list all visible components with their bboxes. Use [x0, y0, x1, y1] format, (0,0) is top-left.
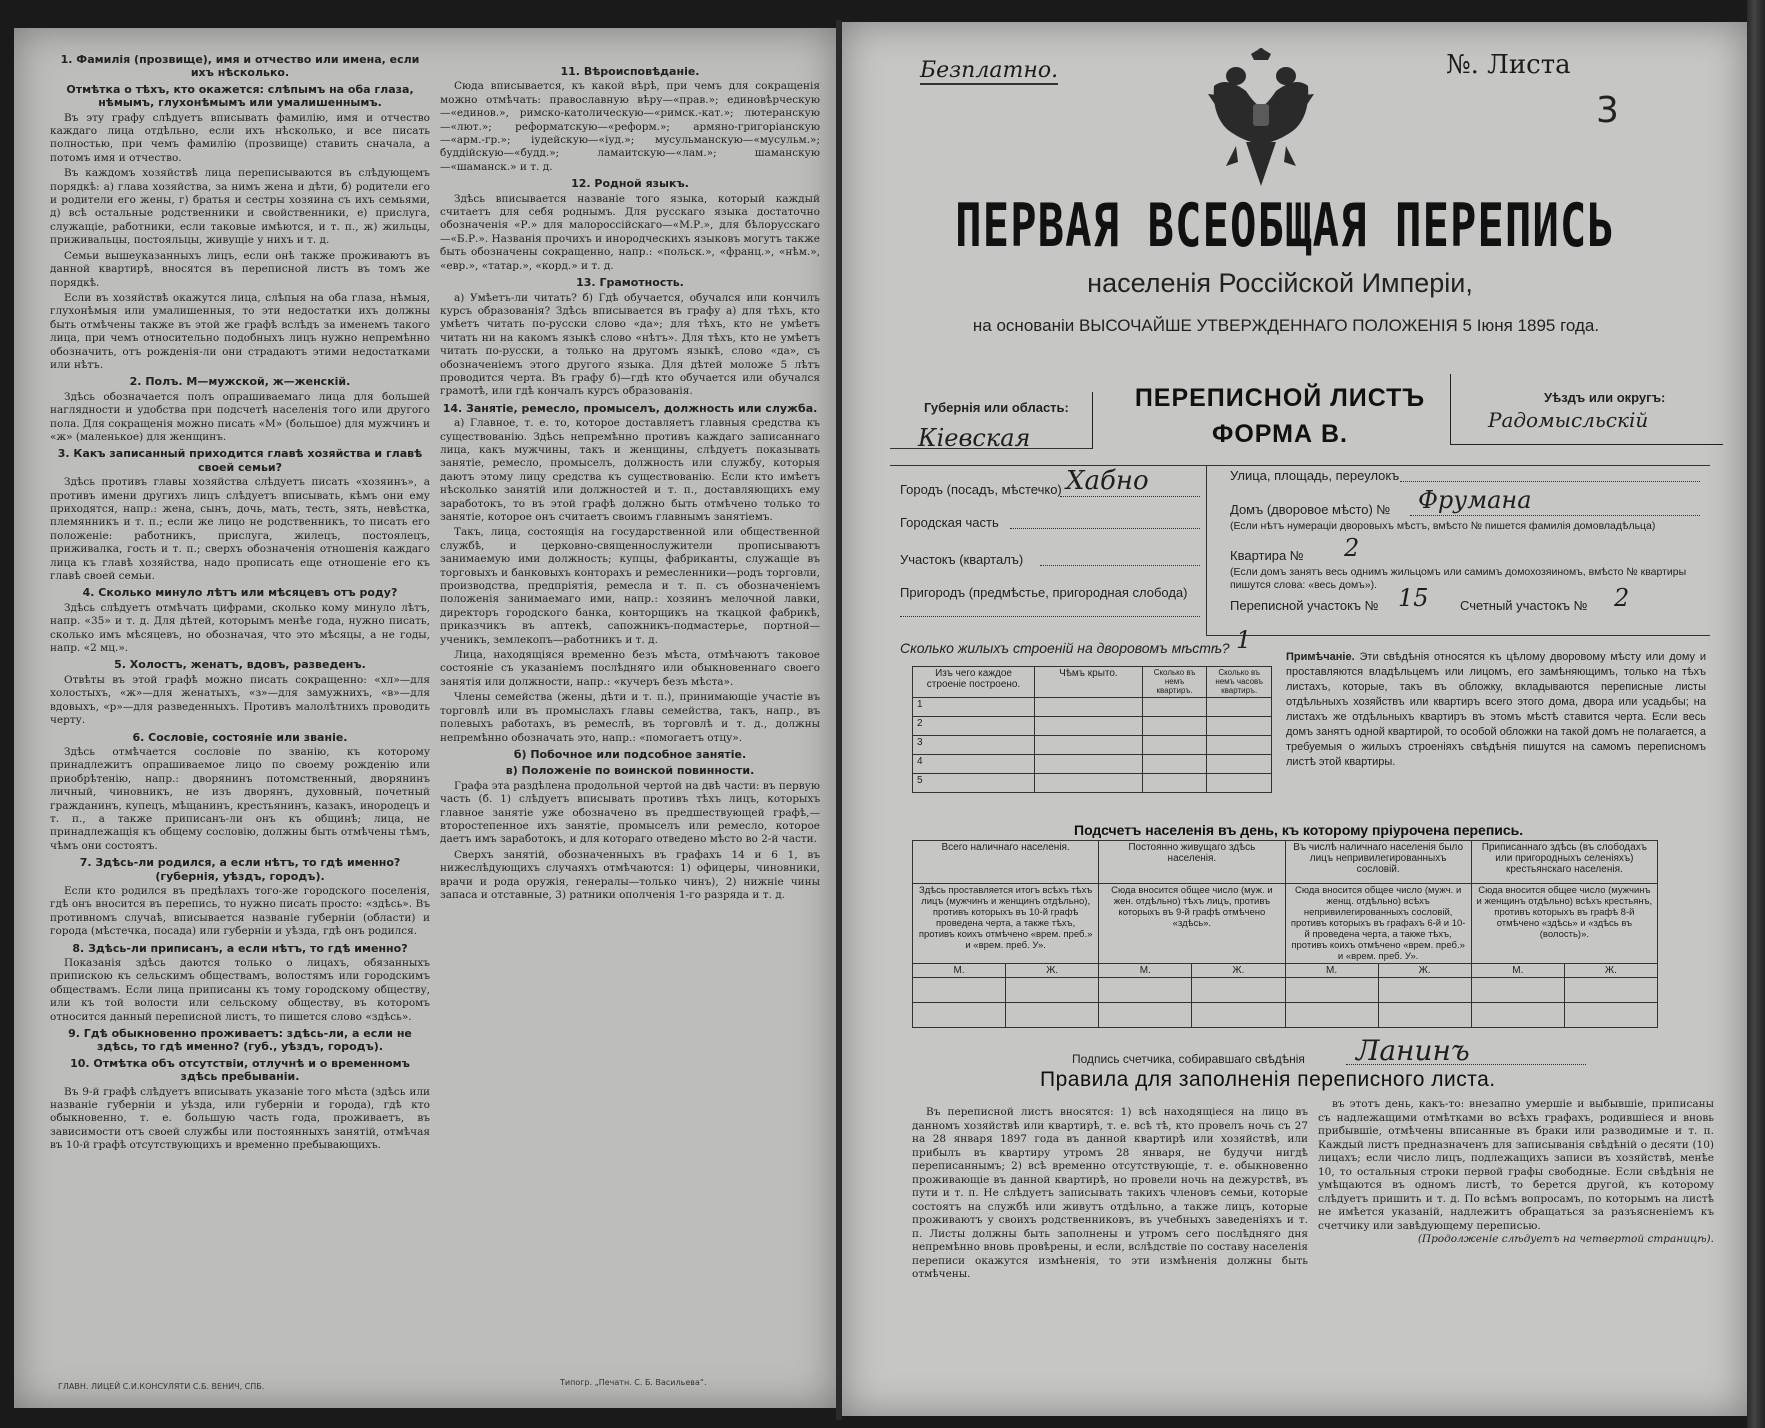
- count-male-header: М.: [913, 964, 1006, 978]
- uezd-value: Радомысльскій: [1488, 408, 1649, 432]
- left-col1-paragraph: Семьи вышеуказанныхъ лицъ, если онѣ также проживаютъ въ данной квартирѣ, вносятся въ переписной листъ въ томъ же порядкѣ.: [50, 249, 430, 289]
- signature-value: Ланинъ: [1356, 1034, 1470, 1067]
- count-value-cell: [913, 1003, 1006, 1028]
- buildings-cell: [1207, 755, 1272, 774]
- count-header: Постоянно живущаго здѣсь населенія.: [1099, 841, 1285, 884]
- left-col2-paragraph: Члены семейства (жены, дѣти и т. п.), принимающіе участіе въ торговлѣ или въ промыслахъ главы семейства, такъ, напр., въ полевыхъ работахъ, въ ремеслѣ, въ торговлѣ и т. д., должны непремѣнно обозначать это, напр.: «помогаетъ отцу».: [440, 691, 820, 744]
- buildings-header-material: Изъ чего каждое строеніе построено.: [913, 667, 1035, 698]
- count-header: Приписаннаго здѣсь (въ слободахъ или пригородныхъ селеніяхъ) крестьянскаго населенія.: [1471, 841, 1657, 884]
- uezd-label: Уѣздъ или округъ:: [1544, 390, 1666, 405]
- buildings-cell: [1142, 698, 1207, 717]
- buildings-value: 1: [1236, 626, 1252, 654]
- count-value-row: [913, 978, 1658, 1003]
- house-underline: [1410, 515, 1700, 516]
- count-value-cell: [1099, 1003, 1192, 1028]
- counting-area-value: 2: [1614, 584, 1630, 612]
- count-value-cell: [1471, 978, 1564, 1003]
- buildings-cell: [1142, 774, 1207, 793]
- buildings-cell: [1142, 755, 1207, 774]
- buildings-row: [913, 774, 1272, 793]
- count-description: Сюда вносится общее число (муж. и жен. отдѣльно) тѣхъ лицъ, противъ которыхъ въ 9-й графѣ отмѣчено «здѣсь».: [1099, 884, 1285, 964]
- city-district-label: Городская часть: [900, 515, 999, 530]
- street-label: Улица, площадь, переулокъ: [1230, 468, 1400, 483]
- left-col2-heading: 14. Занятіе, ремесло, промыселъ, должность или служба.: [442, 401, 818, 415]
- count-value-cell: [1192, 978, 1285, 1003]
- left-col2-paragraph: а) Главное, т. е. то, которое доставляетъ главныя средства къ существованію. Здѣсь непремѣнно противъ каждаго записаннаго лица, какъ мужчины, такъ и женщины, слѣдуетъ показывать занятіе, ремесло, промыселъ, должность или службу, которыя даютъ этому лицу средства къ существованію. Если кто имѣетъ нѣсколько занятій или должностей и т. п., доставляющихъ ему заработокъ, то въ этой графѣ должно быть отмѣчено только то занятіе, которое онъ считаетъ своимъ главнымъ занятіемъ.: [440, 417, 820, 523]
- binder-edge: [1747, 0, 1765, 1428]
- counting-area-label: Счетный участокъ №: [1460, 598, 1588, 613]
- left-col1-heading: 5. Холостъ, женатъ, вдовъ, разведенъ.: [114, 658, 366, 672]
- suburb-label: Пригородъ (предмѣстье, пригородная слобода): [900, 585, 1188, 600]
- legal-basis: на основаніи ВЫСОЧАЙШЕ УТВЕРЖДЕННАГО ПОЛОЖЕНІЯ 5 Іюня 1895 года.: [972, 316, 1600, 335]
- left-col1-heading: 8. Здѣсь-ли приписанъ, а если нѣтъ, то гдѣ именно?: [72, 941, 408, 955]
- count-value-row: [913, 1003, 1658, 1028]
- census-area-label: Переписной участокъ №: [1230, 598, 1379, 613]
- form-title-line-2: ФОРМА В.: [1212, 420, 1348, 448]
- apartment-label: Квартира №: [1230, 548, 1304, 563]
- rules-right-column: [1318, 1098, 1714, 1390]
- count-value-cell: [1099, 978, 1192, 1003]
- town-value: Хабно: [1066, 466, 1149, 496]
- free-of-charge-label: Безплатно.: [920, 58, 1059, 83]
- buildings-row: [913, 736, 1272, 755]
- count-description: Сюда вносится общее число (мужч. и женщ. отдѣльно) всѣхъ непривилегированныхъ сословій, противъ которыхъ въ графахъ 6-й и 10-й проведена черта, а также тѣхъ, противъ коихъ отмѣчено «врем. преб.» и «врем. преб. У».: [1285, 884, 1471, 964]
- signature-underline: [1346, 1064, 1586, 1065]
- rules-right-text: въ этотъ день, какъ-то: внезапно умершіе и выбывшіе, приписаны съ надлежащими отмѣтками во всѣхъ графахъ, родившіеся и вновь прибывшіе, отмѣчены вписанные въ браки или разводимые и т. п. Каждый листъ предназначенъ для записыванія свѣдѣній о десяти (10) лицахъ; если число лицъ, подлежащихъ записи въ хозяйствѣ, менѣе 10, то остальныя строки первой графы свободные. Если свѣдѣнія не умѣщаются въ одномъ листѣ, то берется другой, къ которому слѣдуетъ пришить и т. д. По всѣмъ вопросамъ, по которымъ на листѣ не имѣется указаній, надлежитъ обращаться за разъясненіемъ къ счетчику или завѣдующему переписью.: [1318, 1098, 1714, 1232]
- left-col2-paragraph: Сверхъ занятій, обозначенныхъ въ графахъ 14 и 6 1, въ нижеслѣдующихъ случаяхъ отмѣчаются: 1) офицеры, чиновники, врачи и рода оружія, генералы—только чинъ), 2) нижніе чины запаса и отставные, 3) ратники ополченія 1-го разряда и т. д.: [440, 848, 820, 901]
- count-female-header: Ж.: [1564, 964, 1657, 978]
- left-col1-paragraph: Въ 9-й графѣ слѣдуетъ вписывать указаніе того мѣста (здѣсь или названіе губерніи и уѣзда, или губерніи и города), гдѣ кто обыкновенно, т. е. большую часть года, проживаетъ, въ зависимости отъ своей службы или постоянныхъ занятій, отмѣчая въ 10-й графѣ отсутствующихъ и временно пребывающихъ.: [50, 1085, 430, 1152]
- left-col2-heading: 12. Родной языкъ.: [571, 177, 689, 191]
- left-col2-paragraph: Лица, находящіяся временно безъ мѣста, отмѣчаютъ таковое состояніе съ указаніемъ послѣдняго или обыкновеннаго своего занятія или должности, напр.: «кучеръ безъ мѣста».: [440, 649, 820, 688]
- address-bottom-rule: [1206, 635, 1710, 636]
- precinct-underline: [1040, 565, 1200, 566]
- left-col1-heading: 10. Отмѣтка объ отсутствіи, отлучнѣ и о временномъ здѣсь пребываніи.: [70, 1056, 410, 1084]
- left-column-2: [440, 62, 820, 1382]
- left-col1-paragraph: Показанія здѣсь даются только о лицахъ, обязанныхъ припискою къ сельскимъ обществамъ, волостямъ или городскимъ обществамъ. Если лица приписаны къ тому городскому обществу, или къ той волости или сельскому обществу, въ которомъ относится данный переписной листъ, то пишется слово «здѣсь».: [50, 957, 430, 1023]
- buildings-note: [1286, 650, 1706, 770]
- left-col2-heading: 11. Вѣроисповѣданіе.: [560, 65, 700, 78]
- count-value-cell: [913, 978, 1006, 1003]
- census-area-value: 15: [1398, 584, 1429, 612]
- buildings-header-apartments: Сколько въ немъ квартиръ.: [1142, 667, 1207, 698]
- buildings-row-number: 4: [913, 755, 1035, 774]
- left-col2-paragraph: Сюда вписывается, къ какой вѣрѣ, при чемъ для сокращенія можно отмѣчать: православную вѣру—«прав.»; единовѣрческую—«единов.», римско-католическую—«римск.-кат.»; лютеранскую—«лют.»; реформатскую—«реформ.»; армяно-григоріанскую—«арм.-гр.»; іудейскую—«іуд.»; мусульманскую—«мусульм.»; буддійскую—«будд.»; ламаитскую—«лам.»; шаманскую—«шаманск.» и т. д.: [440, 80, 820, 173]
- census-subtitle: населенія Россійской Имперіи,: [1087, 268, 1473, 298]
- left-col1-heading: 4. Сколько минуло лѣтъ или мѣсяцевъ отъ роду?: [82, 586, 398, 600]
- count-description-row: [913, 884, 1658, 964]
- buildings-cell: [1207, 698, 1272, 717]
- count-value-cell: [1285, 1003, 1378, 1028]
- count-value-cell: [1006, 1003, 1099, 1028]
- buildings-cell: [1142, 717, 1207, 736]
- left-col1-paragraph: Въ каждомъ хозяйствѣ лица переписываются въ слѣдующемъ порядкѣ: а) глава хозяйства, за нимъ жена и дѣти, б) родители его и родители его жены, г) братья и сестры хозяина съ ихъ семьями, д) всѣ остальные родственники и свойственники, е) прислуга, служащіе, работники, если таковые имѣются, и т. п., ж) жильцы, приживальцы, постояльцы, живущіе у нихъ и т. д.: [50, 167, 430, 247]
- left-col1-paragraph: Здѣсь противъ главы хозяйства слѣдуетъ писать «хозяинъ», а противъ имени другихъ лицъ слѣдуетъ вписывать, кѣмъ они ему приходятся, напр.: жена, сынъ, дочь, мать, тесть, зять, невѣстка, племянникъ и т. п.; если же лицо не родственникъ, то писать его положеніе: работникъ, прислуга, жилецъ, постоялецъ, приживалка, гость и т. п.; сверхъ обозначенія отношенія каждаго лица къ главѣ хозяйства, надо прописать еще отношеніе его къ главѣ своей семьи.: [50, 476, 430, 583]
- town-underline: [1060, 496, 1200, 497]
- printer-imprint-left: ГЛАВН. ЛИЦЕЙ С.И.КОНСУЛЯТИ С.Б. ВЕНИЧ, СПБ.: [58, 1382, 265, 1391]
- buildings-row: [913, 717, 1272, 736]
- buildings-cell: [1035, 774, 1143, 793]
- left-col1-heading: 7. Здѣсь-ли родился, а если нѣтъ, то гдѣ именно? (губернія, уѣздъ, городъ).: [79, 856, 401, 883]
- left-col1-paragraph: Здѣсь обозначается полъ опрашиваемаго лица для большей наглядности и удобства при подсчетѣ населенія того или другого пола. Для сокращенія можно писать «М» (большое) для мужчинъ и «ж» (маленькое) для женщинъ.: [50, 390, 430, 443]
- left-col1-paragraph: Въ эту графу слѣдуетъ вписывать фамилію, имя и отчество каждаго лица отдѣльно, если ихъ нѣсколько, и все писать полностью, при чемъ фамилію (прозвище) ставить сначала, а потомъ имя и отчество.: [50, 111, 430, 164]
- count-male-header: М.: [1285, 964, 1378, 978]
- sheet-number: [1446, 50, 1619, 131]
- left-col1-heading: 2. Полъ. М—мужской, ж—женскій.: [129, 375, 351, 389]
- suburb-underline: [900, 616, 1200, 617]
- buildings-cell: [1142, 736, 1207, 755]
- rules-continuation: (Продолженіе слѣдуетъ на четвертой страницѣ).: [1417, 1233, 1714, 1245]
- buildings-row: [913, 698, 1272, 717]
- buildings-question: Сколько жилыхъ строеній на дворовомъ мѣстѣ?: [900, 640, 1230, 656]
- form-title: [1110, 380, 1450, 452]
- buildings-header-row: [913, 667, 1272, 698]
- guberniya-label: Губернія или область:: [924, 400, 1069, 415]
- left-col1-paragraph: Отвѣты въ этой графѣ можно писать сокращенно: «хл»—для холостыхъ, «ж»—для женатыхъ, «з»—для замужнихъ, «в»—для вдовыхъ, «р»—для разведенныхъ. Противъ малолѣтнихъ проводить черту.: [50, 673, 430, 727]
- left-col1-heading: 1. Фамилія (прозвище), имя и отчество или имена, если ихъ нѣсколько.: [60, 53, 420, 80]
- buildings-cell: [1035, 736, 1143, 755]
- address-divider: [1206, 465, 1207, 635]
- left-col2-paragraph: Графа эта раздѣлена продольной чертой на двѣ части: въ первую часть (б. 1) слѣдуетъ вписывать противъ тѣхъ лицъ, которыхъ главное занятіе уже обозначено въ предшествующей графѣ,—второстепенное ихъ занятіе, промыселъ или ремесло, которое даетъ имъ заработокъ, и для котораго отведено мѣсто во 2-й части.: [440, 779, 820, 846]
- left-col2-paragraph: а) Умѣетъ-ли читать? б) Гдѣ обучается, обучался или кончилъ курсъ образованія? Здѣсь вписывается въ графу а) для тѣхъ, кто умѣетъ читать по-русски слово «да»; для тѣхъ, кто не умѣетъ читать ни на какомъ языкѣ слово «нѣтъ». Для тѣхъ, кто не умѣетъ читать по-русски, а только на другомъ языкѣ, слово «да», съ обозначеніемъ этого другого языка. Для дѣтей моложе 5 лѣтъ проводится черта. Въ графу б)—гдѣ кто обучается или обучался грамотѣ, или гдѣ кончалъ курсъ образованія.: [440, 291, 820, 398]
- left-col1-heading: 3. Какъ записанный приходится главѣ хозяйства и главѣ своей семьи?: [57, 447, 423, 474]
- buildings-cell: [1207, 717, 1272, 736]
- rules-left-column: [912, 1106, 1308, 1390]
- count-description: Здѣсь проставляется итогъ всѣхъ тѣхъ лицъ (мужчинъ и женщинъ отдѣльно), противъ которыхъ въ 10-й графѣ проведена черта, а также тѣхъ, противъ коихъ отмѣчено «врем. преб.» и «врем. преб. У».: [913, 884, 1099, 964]
- count-value-cell: [1285, 978, 1378, 1003]
- count-header-row: [913, 841, 1658, 884]
- count-value-cell: [1006, 978, 1099, 1003]
- census-title: ПЕРВАЯ ВСЕОБЩАЯ ПЕРЕПИСЬ: [955, 192, 1615, 261]
- signature-label: Подпись счетчика, собиравшаго свѣдѣнія: [1072, 1052, 1305, 1066]
- count-male-header: М.: [1099, 964, 1192, 978]
- rules-left-text: Въ переписной листъ вносятся: 1) всѣ находящіеся на лицо въ данномъ хозяйствѣ или квартирѣ, т. е. всѣ тѣ, кто провелъ ночь съ 27 на 28 января 1897 года въ данной квартирѣ или хозяйствѣ, или прибылъ въ квартиру утромъ 28 января, не будучи нигдѣ переписаннымъ; 2) всѣ временно отсутствующіе, т. е. обыкновенно проживающіе въ данной квартирѣ, но провели ночь на дежурствѣ, въ пути и т. п. Не слѣдуетъ записывать такихъ членовъ семьи, которые состоятъ на службѣ или живутъ отдѣльно, а также лицъ, которые проживаютъ у своихъ родственниковъ, въ учебныхъ заведеніяхъ и т. п. Листы должны быть заполнены и утромъ сего послѣдняго дня непремѣнно вновь провѣрены, и если, вслѣдствіе по составу населенія переписи окажутся измѣненія, то эти измѣненія должны быть отмѣчены.: [912, 1106, 1308, 1280]
- count-header: Въ числѣ наличнаго населенія было лицъ непривилегированныхъ сословій.: [1285, 841, 1471, 884]
- guberniya-underline: [890, 448, 1092, 449]
- count-description: Сюда вносится общее число (мужчинъ и женщинъ отдѣльно) всѣхъ крестьянъ, противъ которыхъ въ графѣ 8-й отмѣчено «здѣсь» и «здѣсь въ (волость)».: [1471, 884, 1657, 964]
- left-col2-heading: 13. Грамотность.: [576, 276, 684, 290]
- printer-imprint-right: Типогр. „Печатн. С. Б. Васильева“.: [560, 1378, 707, 1387]
- left-col2-paragraph: Такъ, лица, состоящія на государственной или общественной службѣ, и церковно-священнослужители прописываютъ занимаемую ими должность; купцы, фабриканты, служащіе въ торговыхъ и банковыхъ конторахъ и ремесленники—родъ торговли, производства, предпріятія, ремесла и т. п. съ обозначеніемъ положенія занимаемаго ими, напр.: хозяинъ мелочной лавки, директоръ городского банка, конторщикъ на ткацкой фабрикѣ, приказчикъ въ аптекѣ, сапожникъ-подмастерье, портной—ученикъ, землекопъ—работникъ и т. д.: [440, 526, 820, 646]
- buildings-header-hours: Сколько въ немъ часовъ квартиръ.: [1207, 667, 1272, 698]
- count-value-cell: [1378, 1003, 1471, 1028]
- street-underline: [1400, 481, 1700, 482]
- buildings-note-text: Эти свѣдѣнія относятся къ цѣлому дворовому мѣсту или дому и проставляются владѣльцемъ или лицомъ, его замѣняющимъ, только на тѣхъ листахъ, которые, такъ въ обложку, вкладываются переписные листы отдѣльныхъ хозяйствъ или квартиръ всего этого дома, двора или усадьбы; на листахъ же отдѣльныхъ квартиръ въ этомъ мѣстѣ ставится черта. Если весь домъ занятъ одной квартирой, то особой обложки на такой домъ не полагается, а требуемыя о жилыхъ строеніяхъ свѣдѣнія пишутся на самомъ переписномъ листѣ этой квартиры.: [1286, 651, 1706, 768]
- count-female-header: Ж.: [1192, 964, 1285, 978]
- count-sex-row: [913, 964, 1658, 978]
- buildings-row-number: 5: [913, 774, 1035, 793]
- town-label: Городъ (посадъ, мѣстечко): [900, 482, 1062, 497]
- left-column-1: [50, 50, 430, 1380]
- count-value-cell: [1378, 978, 1471, 1003]
- rules-title: Правила для заполненія переписного листа.: [1040, 1068, 1496, 1091]
- left-col1-heading: 9. Гдѣ обыкновенно проживаетъ: здѣсь-ли, а если не здѣсь, то гдѣ именно? (губ., уѣздъ, городъ).: [68, 1027, 412, 1054]
- house-label: Домъ (дворовое мѣсто) №: [1230, 502, 1391, 517]
- left-col1-paragraph: Здѣсь отмѣчается сословіе по званію, къ которому принадлежитъ опрашиваемое лицо по своему рожденію или приобрѣтенію, напр.: дворянинъ потомственный, дворянинъ личный, чиновникъ, не изъ дворянъ, духовный, почетный гражданинъ, купецъ, мѣщанинъ, крестьянинъ, казакъ, инородецъ и т. п., а также приписанъ-ли онъ къ общинѣ; лица, не принадлежащія къ общему сословію, должны быть отмѣчены тѣмъ, чѣмъ они состоятъ.: [50, 745, 430, 852]
- left-col1-paragraph: Здѣсь слѣдуетъ отмѣчать цифрами, сколько кому минуло лѣтъ, напр. «35» и т. д. Для дѣтей, которымъ менѣе года, нужно писать, сколько имъ мѣсяцевъ, но обозначая, что это мѣсяцы, а не годы, напр. «2 мц.».: [50, 601, 430, 655]
- count-value-cell: [1192, 1003, 1285, 1028]
- buildings-table: [912, 666, 1272, 793]
- left-col1-paragraph: Если кто родился въ предѣлахъ того-же городского поселенія, гдѣ онъ вносится въ перепись, то нужно писать просто: «здѣсь». Въ противномъ случаѣ, вписывается названіе губерніи (области) и города (мѣстечка, посада) или губерніи и уѣзда, гдѣ онъ родился.: [50, 884, 430, 938]
- precinct-label: Участокъ (кварталъ): [900, 552, 1024, 567]
- buildings-row: [913, 755, 1272, 774]
- city-district-underline: [1010, 528, 1200, 529]
- double-headed-eagle-emblem: [1206, 46, 1316, 196]
- left-col1-paragraph: Если въ хозяйствѣ окажутся лица, слѣпыя на оба глаза, нѣмыя, глухонѣмыя или умалишенныя, то эти недостатки ихъ должны быть отмѣчены также въ этой же графѣ вслѣдъ за именемъ такого лица, при чемъ относительно подобныхъ лицъ нужно непремѣнно обозначить, отъ рожденія-ли они страдаютъ этими недостатками или нѣтъ.: [50, 291, 430, 371]
- address-top-rule: [890, 465, 1710, 466]
- count-male-header: М.: [1471, 964, 1564, 978]
- left-col2-heading: б) Побочное или подсобное занятіе.: [513, 747, 747, 761]
- left-col1-heading: 6. Сословіе, состояніе или званіе.: [132, 730, 348, 744]
- count-header: Всего наличнаго населенія.: [913, 841, 1099, 884]
- count-value-cell: [1564, 978, 1657, 1003]
- house-note: (Если нѣтъ нумераціи дворовыхъ мѣстъ, вмѣсто № пишется фамилія домовладѣльца): [1230, 520, 1656, 532]
- buildings-row-number: 2: [913, 717, 1035, 736]
- sheet-number-label: №. Листа: [1446, 50, 1571, 80]
- apartment-note: (Если домъ занятъ весь однимъ жильцомъ или самимъ домохозяиномъ, вмѣсто № квартиры пишутся слова: «весь домъ»).: [1230, 566, 1687, 591]
- guberniya-value: Кіевская: [918, 424, 1031, 452]
- population-count-table: [912, 840, 1658, 1028]
- house-value: Фрумана: [1418, 486, 1532, 514]
- buildings-cell: [1035, 755, 1143, 774]
- population-count-title: Подсчетъ населенія въ день, къ которому пріурочена перепись.: [1074, 822, 1524, 838]
- buildings-row-number: 3: [913, 736, 1035, 755]
- form-title-line-1: ПЕРЕПИСНОЙ ЛИСТЪ: [1134, 384, 1426, 412]
- left-col1-heading: Отмѣтка о тѣхъ, кто окажется: слѣпымъ на оба глаза, нѣмымъ, глухонѣмымъ или умалишеннымъ.: [66, 82, 414, 110]
- apartment-value: 2: [1344, 534, 1360, 562]
- count-female-header: Ж.: [1378, 964, 1471, 978]
- buildings-cell: [1207, 774, 1272, 793]
- count-value-cell: [1564, 1003, 1657, 1028]
- buildings-row-number: 1: [913, 698, 1035, 717]
- buildings-cell: [1035, 717, 1143, 736]
- buildings-header-roof: Чѣмъ крыто.: [1035, 667, 1143, 698]
- left-col2-heading: в) Положеніе по воинской повинности.: [505, 764, 755, 778]
- count-female-header: Ж.: [1006, 964, 1099, 978]
- buildings-note-title: Примѣчаніе.: [1286, 651, 1355, 663]
- sheet-number-handwritten: 3: [1596, 90, 1619, 131]
- buildings-cell: [1207, 736, 1272, 755]
- count-value-cell: [1471, 1003, 1564, 1028]
- buildings-cell: [1035, 698, 1143, 717]
- left-col2-paragraph: Здѣсь вписывается названіе того языка, который каждый считаетъ для себя роднымъ. Для русскаго языка достаточно обозначенія «Р.» для малороссійскаго—«М.Р.», для бѣлорусскаго—«Б.Р.». Названія прочихъ и инородческихъ языковъ могутъ также быть обозначены сокращенно, напр.: «польск.», «франц.», «нѣм.», «евр.», «татар.», «корд.» и т. д.: [440, 192, 820, 272]
